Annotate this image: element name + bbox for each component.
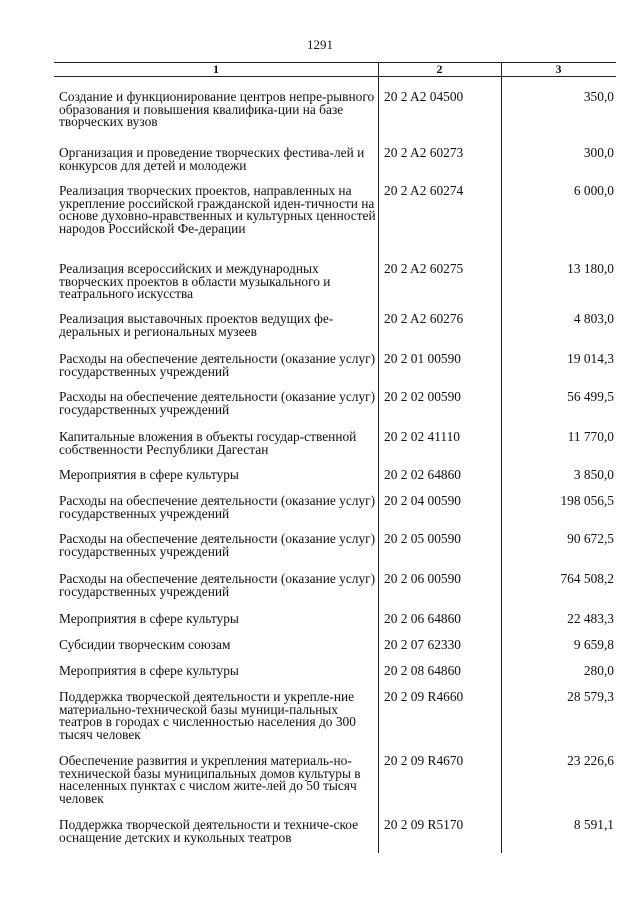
row-name-cell: Поддержка творческой деятельности и укрепле-ние материально-технической базы муници-пальных театров в городах с численностью населения до 300 тысяч человек xyxy=(59,689,356,742)
header-col-1: 1 xyxy=(213,62,219,76)
table-row xyxy=(54,639,616,652)
row-code-cell: 20 2 05 00590 xyxy=(384,531,461,546)
row-code-cell: 20 2 A2 60274 xyxy=(384,183,464,198)
row-code-cell: 20 2 02 64860 xyxy=(384,467,461,482)
table-row xyxy=(54,185,616,235)
row-name-cell: Обеспечение развития и укрепления материаль-но-технической базы муниципальных домов культуры в населенных пунктах с числом жите-лей до 50 тысяч человек xyxy=(59,753,361,806)
row-code-cell: 20 2 04 00590 xyxy=(384,493,461,508)
row-code-cell: 20 2 09 R5170 xyxy=(384,817,464,832)
row-code-cell: 20 2 02 00590 xyxy=(384,389,461,404)
row-name-cell: Расходы на обеспечение деятельности (оказание услуг) государственных учреждений xyxy=(59,351,376,379)
row-amount-cell: 22 483,3 xyxy=(567,611,614,626)
table-row xyxy=(54,613,616,626)
row-amount-cell: 28 579,3 xyxy=(567,689,614,704)
table-row xyxy=(54,533,616,558)
row-amount-cell: 6 000,0 xyxy=(573,183,614,198)
row-amount-cell: 13 180,0 xyxy=(567,261,614,276)
row-amount-cell: 4 803,0 xyxy=(573,311,614,326)
row-code-cell: 20 2 A2 04500 xyxy=(384,89,464,104)
row-name-cell: Мероприятия в сфере культуры xyxy=(59,467,239,482)
row-code-cell: 20 2 A2 60273 xyxy=(384,145,464,160)
row-amount-cell: 764 508,2 xyxy=(560,571,614,586)
row-name-cell: Поддержка творческой деятельности и техниче-ское оснащение детских и кукольных театров xyxy=(59,817,359,845)
row-amount-cell: 8 591,1 xyxy=(573,817,614,832)
row-code-cell: 20 2 02 41110 xyxy=(384,429,461,444)
row-code-cell: 20 2 A2 60276 xyxy=(384,311,464,326)
row-name-cell: Создание и функционирование центров непре-рывного образования и повышения квалифика-ции на базе творческих вузов xyxy=(59,89,375,130)
row-name-cell: Мероприятия в сфере культуры xyxy=(59,611,239,626)
table-row xyxy=(54,91,616,129)
row-code-cell: 20 2 08 64860 xyxy=(384,663,461,678)
table-header xyxy=(54,62,616,77)
header-col-3: 3 xyxy=(555,62,562,76)
table-row xyxy=(54,495,616,520)
budget-table xyxy=(54,62,616,845)
row-name-cell: Расходы на обеспечение деятельности (оказание услуг) государственных учреждений xyxy=(59,571,376,599)
row-name-cell: Мероприятия в сфере культуры xyxy=(59,663,239,678)
table-row xyxy=(54,755,616,805)
row-name-cell: Реализация творческих проектов, направленных на укрепление российской гражданской иден-тичности на основе духовно-нравственных и культурных ценностей народов Российской Фе-дерации xyxy=(59,183,376,236)
table-row xyxy=(54,819,616,844)
row-code-cell: 20 2 A2 60275 xyxy=(384,261,464,276)
table-row xyxy=(54,313,616,338)
row-amount-cell: 9 659,8 xyxy=(573,637,614,652)
table-row xyxy=(54,691,616,741)
table-row xyxy=(54,469,616,482)
row-name-cell: Капитальные вложения в объекты государ-ственной собственности Республики Дагестан xyxy=(59,429,357,457)
row-name-cell: Реализация выставочных проектов ведущих фе-деральных и региональных музеев xyxy=(59,311,334,339)
row-amount-cell: 11 770,0 xyxy=(567,429,614,444)
row-code-cell: 20 2 09 R4660 xyxy=(384,689,464,704)
row-name-cell: Реализация всероссийских и международных творческих проектов в области музыкального и театрального искусства xyxy=(59,261,331,302)
row-amount-cell: 280,0 xyxy=(583,663,614,678)
table-row xyxy=(54,431,616,456)
row-code-cell: 20 2 09 R4670 xyxy=(384,753,464,768)
header-col-2: 2 xyxy=(436,62,443,76)
row-code-cell: 20 2 01 00590 xyxy=(384,351,461,366)
row-name-cell: Субсидии творческим союзам xyxy=(59,637,231,652)
table-row xyxy=(54,665,616,678)
row-amount-cell: 90 672,5 xyxy=(567,531,614,546)
table-row xyxy=(54,573,616,598)
row-amount-cell: 300,0 xyxy=(583,145,614,160)
row-name-cell: Расходы на обеспечение деятельности (оказание услуг) государственных учреждений xyxy=(59,531,376,559)
table-row xyxy=(54,391,616,416)
row-code-cell: 20 2 07 62330 xyxy=(384,637,461,652)
table-row xyxy=(54,353,616,378)
row-name-cell: Организация и проведение творческих фестива-лей и конкурсов для детей и молодежи xyxy=(59,145,365,173)
row-name-cell: Расходы на обеспечение деятельности (оказание услуг) государственных учреждений xyxy=(59,389,376,417)
row-code-cell: 20 2 06 00590 xyxy=(384,571,461,586)
page-number: 1291 xyxy=(307,37,333,52)
row-name-cell: Расходы на обеспечение деятельности (оказание услуг) государственных учреждений xyxy=(59,493,376,521)
row-code-cell: 20 2 06 64860 xyxy=(384,611,461,626)
row-amount-cell: 350,0 xyxy=(583,89,614,104)
row-amount-cell: 23 226,6 xyxy=(567,753,614,768)
table-row xyxy=(54,147,616,172)
row-amount-cell: 198 056,5 xyxy=(560,493,614,508)
row-amount-cell: 56 499,5 xyxy=(567,389,614,404)
table-row xyxy=(54,263,616,301)
row-amount-cell: 3 850,0 xyxy=(573,467,614,482)
row-amount-cell: 19 014,3 xyxy=(567,351,614,366)
